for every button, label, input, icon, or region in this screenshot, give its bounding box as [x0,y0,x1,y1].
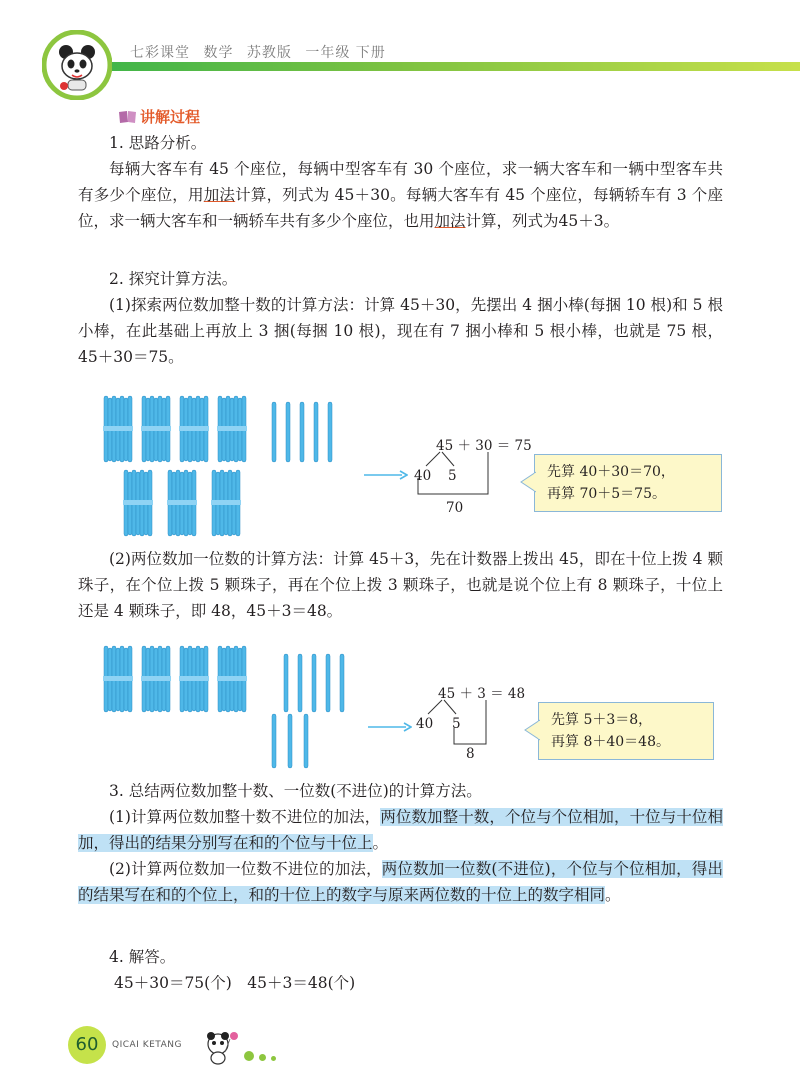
figure2-callout [538,702,714,760]
single-stick [314,402,318,462]
part3-summary-2-end: 。 [605,886,621,904]
section-title-text: 讲解过程 [140,108,201,126]
part1-add-term-2: 加法 [434,212,466,230]
part3-summary-1-rule-a: 两位数加整十数，个位与个位相加，十位 [380,808,661,826]
single-stick [272,714,276,768]
stick-bundle [179,646,209,712]
figure2-split-ones: 5 [452,716,461,732]
figure2-sticks [100,640,360,770]
part3-summary-2-intro: (2)计算两位数加一位数不进位的加法， [109,860,382,878]
book-icon [118,110,138,124]
part4-block [78,944,723,996]
arrow-right-icon [362,468,408,482]
stick-bundle [123,470,153,536]
stick-bundle [141,646,171,712]
part3-summary-2-rule-a: 两位数加一位数(不进位)，个位与个 [381,860,630,878]
part1-text-c: 计算，列式为45＋3。 [465,212,620,230]
part1-text [78,156,723,234]
page-number: 60 [68,1026,106,1064]
single-stick [300,402,304,462]
single-stick [326,654,330,712]
part4-answer: 45＋30＝75(个) 45＋3＝48(个) [114,974,356,992]
panda-mascot-icon [200,1028,240,1068]
figure2-callout-pointer [524,718,540,742]
footer-dots [244,1046,281,1065]
header-color-bar [62,62,800,71]
part2-block-b [78,546,723,624]
part3-heading: 3. 总结两位数加整十数、一位数(不进位)的计算方法。 [109,782,482,800]
figure2-partial: 8 [466,746,475,762]
figure1-sticks [100,390,360,540]
single-stick [340,654,344,712]
figure2-equation: 45 ＋ 3 ＝ 48 [438,686,526,702]
footer-brand: QICAI KETANG [112,1040,182,1050]
figure1-callout-pointer [520,470,536,494]
single-stick [298,654,302,712]
part4-heading: 4. 解答。 [109,948,176,966]
part2-heading: 2. 探究计算方法。 [109,270,238,288]
stick-bundle [141,396,171,462]
header-edition: 苏教版 [246,45,292,61]
header-subject: 数学 [203,45,234,61]
figure1-partial: 70 [446,500,464,516]
figure1-split-ones: 5 [448,468,457,484]
stick-bundle [167,470,197,536]
part1-heading: 1. 思路分析。 [109,134,207,152]
stick-bundle [103,396,133,462]
part3-summary-1-end: 。 [372,834,389,852]
page-header [0,0,800,90]
part2-method-1: (1)探索两位数加整十数的计算方法：计算 45＋30，先摆出 4 捆小棒(每捆 10 根)和 5 根小棒，在此基础上再放上 3 捆(每捆 10 根)，现在有 7 捆小棒和 5 根小棒，也就是 75 根，45＋30＝75。 [78,296,723,366]
part1-add-term-1: 加法 [203,186,236,204]
header-series: 七彩课堂 [130,45,190,61]
stick-bundle [217,646,247,712]
figure2-split-tens: 40 [416,716,434,732]
single-stick [304,714,308,768]
panda-mascot-icon [42,30,112,100]
part2-block [78,266,723,370]
part2-method-2: (2)两位数加一位数的计算方法：计算 45＋3，先在计数器上拨出 45，即在十位上拨 4 颗珠子，在个位上拨 5 颗珠子，再在个位上拨 3 颗珠子，也就是说个位上有 8 颗珠子，十位上还是 4 颗珠子，即 48，45＋3＝48。 [78,550,723,620]
stick-bundle [179,396,209,462]
header-grade: 一年级 下册 [305,45,386,61]
single-stick [286,402,290,462]
figure1-split-tens: 40 [414,468,432,484]
section-title [118,106,200,127]
single-stick [272,402,276,462]
arrow-right-icon [366,720,412,734]
part1-text-a: 每辆大客车有 45 个座位，每辆中型客车有 30 个座位，求一辆大客车和一辆中型客车共有多少个座位，用 [78,160,723,204]
figure2-callout-line1: 先算 5＋3＝8， [551,712,653,728]
stick-bundle [103,646,133,712]
single-stick [328,402,332,462]
header-title [130,42,394,62]
figure1-callout-line1: 先算 40＋30＝70， [547,464,675,480]
single-stick [288,714,292,768]
figure1-callout-line2: 再算 70＋5＝75。 [547,486,666,502]
part3-summary-1-rule-b: 与十位相加，得出的结果分别写在和的个位与十位上 [78,808,723,852]
part3-summary-2 [78,856,723,908]
figure2-callout-line2: 再算 8＋40＝48。 [551,734,670,750]
part3-block [78,778,723,908]
figure1-callout [534,454,722,512]
part1-text-b: 计算，列式为 45＋30。每辆大客车有 45 个座位，每辆轿车有 3 个座位，求一辆大客车和一辆轿车共有多少个座位，也用 [78,186,723,230]
part3-summary-1 [78,804,723,856]
part1-block [78,130,723,234]
stick-bundle [217,396,247,462]
part3-summary-1-intro: (1)计算两位数加整十数不进位的加法， [109,808,381,826]
part3-summary-2-rule-b: 位相加，得出的结果写在和的个位上，和的十位上的数字与原来两位数的十位上 [78,860,723,904]
single-stick [312,654,316,712]
stick-bundle [211,470,241,536]
single-stick [284,654,288,712]
part3-summary-2-rule-c: 的数字相同 [527,886,606,904]
figure1-equation: 45 ＋ 30 ＝ 75 [436,438,532,454]
